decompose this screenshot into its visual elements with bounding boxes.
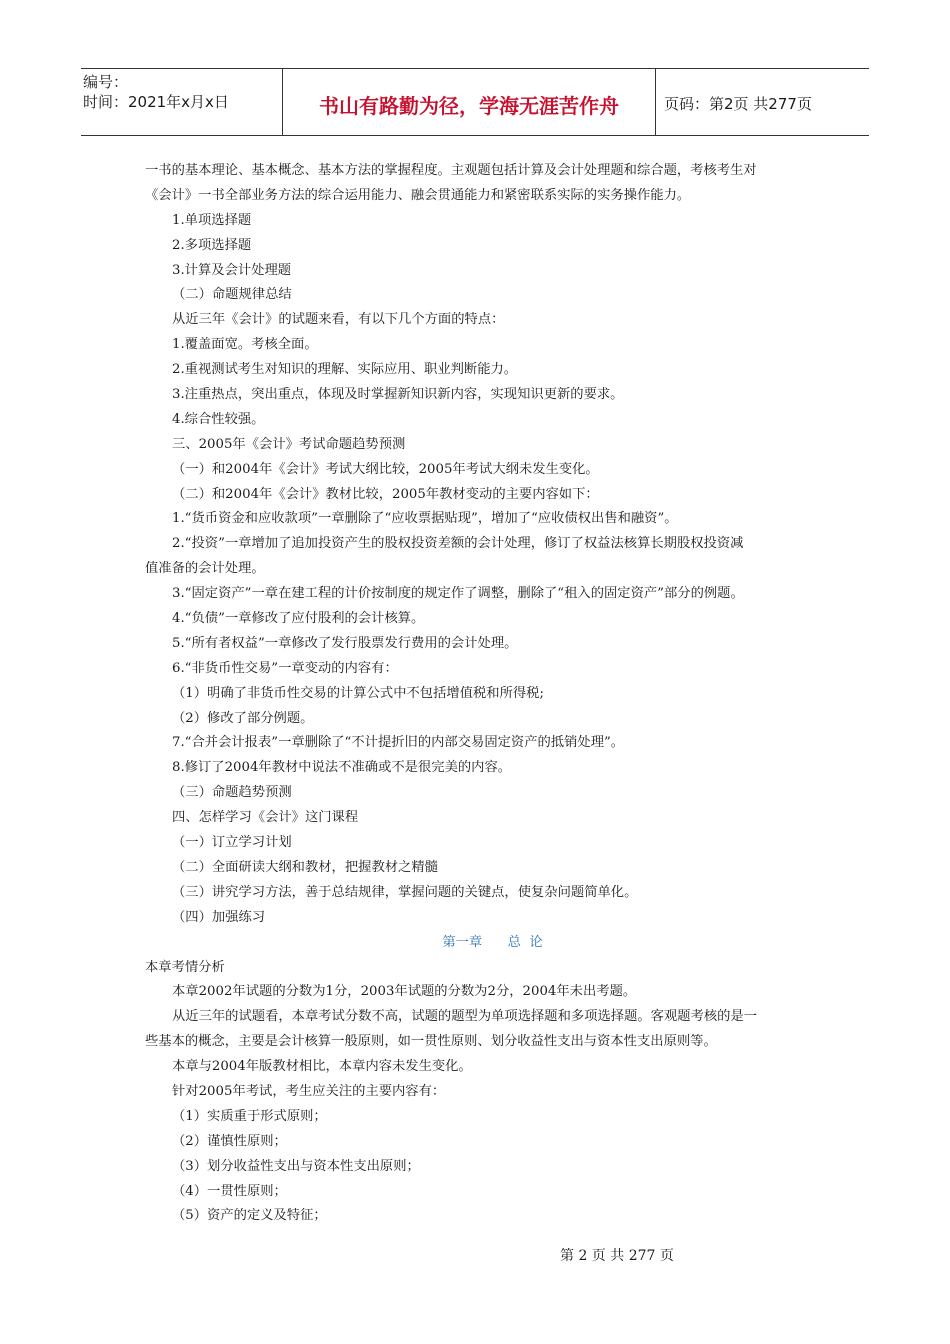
list-item: （三）讲究学习方法，善于总结规律，掌握问题的关键点，使复杂问题简单化。 bbox=[172, 884, 638, 900]
document-body bbox=[145, 159, 810, 1229]
header-motto: 书山有路勤为径，学海无涯苦作舟 bbox=[319, 93, 619, 118]
list-item: 3.注重热点，突出重点，体现及时掌握新知识新内容，实现知识更新的要求。 bbox=[172, 387, 624, 403]
section-heading: 四、怎样学习《会计》这门课程 bbox=[172, 810, 359, 826]
paragraph-line: 从近三年《会计》的试题来看，有以下几个方面的特点： bbox=[172, 312, 505, 328]
time-label: 时间：2021年x月x日 bbox=[83, 93, 229, 111]
list-item: （2）谨慎性原则； bbox=[172, 1133, 287, 1149]
paragraph-line: 本章与2004年版教材相比，本章内容未发生变化。 bbox=[172, 1059, 472, 1075]
list-item: 2.重视测试考生对知识的理解、实际应用、职业判断能力。 bbox=[172, 362, 518, 378]
paragraph-line: 《会计》一书全部业务方法的综合运用能力、融会贯通能力和紧密联系实际的实务操作能力。 bbox=[145, 187, 691, 203]
list-item: （四）加强练习 bbox=[172, 909, 266, 925]
header-page-info: 页码：第2页 共277页 bbox=[664, 94, 812, 113]
list-item: 3.计算及会计处理题 bbox=[172, 262, 292, 278]
list-item: 3.“固定资产”一章在建工程的计价按制度的规定作了调整，删除了“租入的固定资产”部分的例题。 bbox=[172, 586, 744, 602]
header-left-cell bbox=[81, 69, 282, 135]
list-item: （4）一贯性原则； bbox=[172, 1183, 287, 1199]
list-item: （二）全面研读大纲和教材，把握教材之精髓 bbox=[172, 859, 438, 875]
paragraph-line: （一）和2004年《会计》考试大纲比较，2005年考试大纲未发生变化。 bbox=[172, 461, 599, 477]
list-item: 6.“非货币性交易”一章变动的内容有： bbox=[172, 660, 398, 676]
section-heading: （三）命题趋势预测 bbox=[172, 785, 292, 801]
page-footer: 第 2 页 共 277 页 bbox=[560, 1248, 674, 1264]
paragraph-line: 本章2002年试题的分数为1分，2003年试题的分数为2分，2004年未出考题。 bbox=[172, 984, 637, 1000]
paragraph-line: 从近三年的试题看，本章考试分数不高，试题的题型为单项选择题和多项选择题。客观题考核的是一 bbox=[172, 1009, 758, 1025]
list-item: （5）资产的定义及特征； bbox=[172, 1208, 327, 1224]
paragraph-line: 针对2005年考试，考生应关注的主要内容有： bbox=[172, 1083, 446, 1099]
list-item: 1.覆盖面宽。考核全面。 bbox=[172, 337, 318, 353]
section-heading: 三、2005年《会计》考试命题趋势预测 bbox=[172, 436, 406, 452]
section-heading: 本章考情分析 bbox=[145, 959, 225, 975]
list-item: （1）明确了非货币性交易的计算公式中不包括增值税和所得税; bbox=[172, 685, 544, 701]
list-item: 4.“负债”一章修改了应付股利的会计核算。 bbox=[172, 611, 425, 627]
paragraph-line: （二）和2004年《会计》教材比较，2005年教材变动的主要内容如下： bbox=[172, 486, 599, 502]
list-item: 2.多项选择题 bbox=[172, 237, 252, 253]
list-item: 8.修订了2004年教材中说法不准确或不是很完美的内容。 bbox=[172, 760, 512, 776]
list-item: （3）划分收益性支出与资本性支出原则； bbox=[172, 1158, 420, 1174]
chapter-title: 第一章 总 论 bbox=[442, 934, 543, 950]
section-heading: （二）命题规律总结 bbox=[172, 287, 292, 303]
list-item: 7.“合并会计报表”一章删除了“不计提折旧的内部交易固定资产的抵销处理”。 bbox=[172, 735, 625, 751]
list-item: （2）修改了部分例题。 bbox=[172, 710, 314, 726]
list-item: 1.“货币资金和应收款项”一章删除了“应收票据贴现”，增加了“应收债权出售和融资”。 bbox=[172, 511, 678, 527]
list-item: 5.“所有者权益”一章修改了发行股票发行费用的会计处理。 bbox=[172, 635, 518, 651]
paragraph-line: 值准备的会计处理。 bbox=[145, 561, 265, 577]
paragraph-line: 一书的基本理论、基本概念、基本方法的掌握程度。主观题包括计算及会计处理题和综合题，考核考生对 bbox=[145, 163, 757, 178]
page-header bbox=[81, 68, 869, 136]
list-item: 4.综合性较强。 bbox=[172, 411, 265, 427]
list-item: （一）订立学习计划 bbox=[172, 835, 292, 851]
list-item: 2.“投资”一章增加了追加投资产生的股权投资差额的会计处理，修订了权益法核算长期股权投资减 bbox=[172, 536, 744, 552]
list-item: （1）实质重于形式原则； bbox=[172, 1108, 327, 1124]
paragraph-line: 些基本的概念，主要是会计核算一般原则，如一贯性原则、划分收益性支出与资本性支出原则等。 bbox=[145, 1034, 717, 1050]
list-item: 1.单项选择题 bbox=[172, 212, 252, 228]
number-label: 编号： bbox=[83, 73, 129, 91]
